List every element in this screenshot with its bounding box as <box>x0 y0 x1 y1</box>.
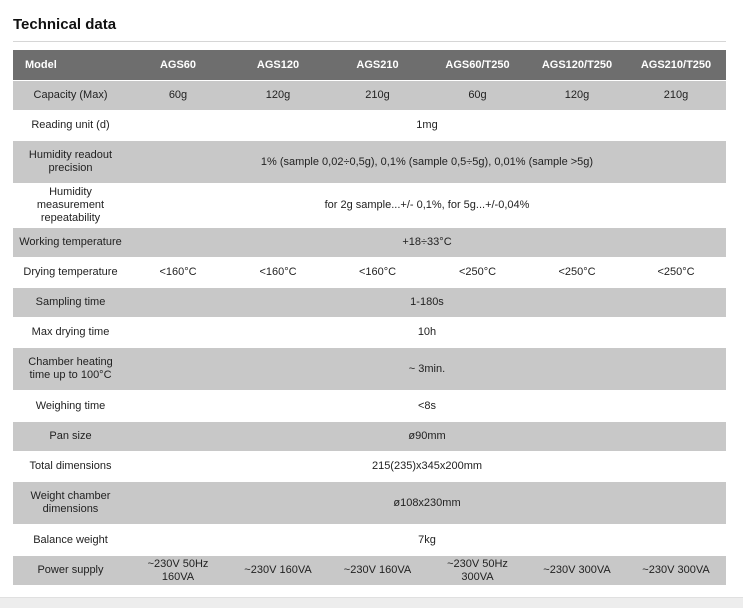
row-label: Weighing time <box>13 391 128 422</box>
table-cell: <250°C <box>626 258 726 288</box>
row-label: Total dimensions <box>13 452 128 482</box>
table-cell: 60g <box>128 81 228 111</box>
table-cell: ~230V 160VA <box>228 556 328 586</box>
header-ags60-t250: AGS60/T250 <box>427 50 528 81</box>
table-row <box>13 184 726 228</box>
title-divider <box>13 41 726 42</box>
table-cell: ~230V 300VA <box>528 556 626 586</box>
table-cell: 120g <box>228 81 328 111</box>
table-cell: <250°C <box>528 258 626 288</box>
table-cell: 1% (sample 0,02÷0,5g), 0,1% (sample 0,5÷5g), 0,01% (sample >5g) <box>128 141 726 184</box>
table-cell: 210g <box>328 81 427 111</box>
row-label: Sampling time <box>13 288 128 318</box>
header-ags120: AGS120 <box>228 50 328 81</box>
table-cell: 60g <box>427 81 528 111</box>
row-label: Max drying time <box>13 318 128 348</box>
table-row <box>13 288 726 318</box>
header-model: Model <box>13 50 128 81</box>
technical-data-table <box>13 50 726 586</box>
header-ags210: AGS210 <box>328 50 427 81</box>
table-row <box>13 258 726 288</box>
row-label: Working temperature <box>13 228 128 258</box>
row-label: Weight chamber dimensions <box>13 482 128 525</box>
table-cell: 1-180s <box>128 288 726 318</box>
table-row <box>13 556 726 586</box>
table-row <box>13 422 726 452</box>
table-cell: ~230V 300VA <box>626 556 726 586</box>
row-label: Balance weight <box>13 525 128 556</box>
row-label: Humidity readout precision <box>13 141 128 184</box>
table-row <box>13 318 726 348</box>
table-row <box>13 348 726 391</box>
table-row <box>13 391 726 422</box>
table-row <box>13 81 726 111</box>
row-label: Power supply <box>13 556 128 586</box>
table-cell: 210g <box>626 81 726 111</box>
row-label: Pan size <box>13 422 128 452</box>
table-row <box>13 111 726 141</box>
table-cell: <250°C <box>427 258 528 288</box>
row-label: Capacity (Max) <box>13 81 128 111</box>
table-row <box>13 228 726 258</box>
table-cell: <160°C <box>128 258 228 288</box>
header-ags210-t250: AGS210/T250 <box>626 50 726 81</box>
table-cell: <160°C <box>328 258 427 288</box>
table-cell: 215(235)x345x200mm <box>128 452 726 482</box>
table-cell: 120g <box>528 81 626 111</box>
table-cell: 7kg <box>128 525 726 556</box>
table-cell: ø90mm <box>128 422 726 452</box>
table-cell: 10h <box>128 318 726 348</box>
page-title: Technical data <box>13 16 117 33</box>
table-cell: ~230V 50Hz 160VA <box>128 556 228 586</box>
table-cell: ~ 3min. <box>128 348 726 391</box>
page-footer-strip <box>0 597 743 608</box>
table-cell: ~230V 50Hz 300VA <box>427 556 528 586</box>
table-cell: 1mg <box>128 111 726 141</box>
table-row <box>13 141 726 184</box>
table-header-row <box>13 50 726 81</box>
row-label: Reading unit (d) <box>13 111 128 141</box>
header-ags120-t250: AGS120/T250 <box>528 50 626 81</box>
table-cell: ~230V 160VA <box>328 556 427 586</box>
table-cell: for 2g sample...+/- 0,1%, for 5g...+/-0,04% <box>128 184 726 228</box>
row-label: Chamber heating time up to 100°C <box>13 348 128 391</box>
table-cell: <160°C <box>228 258 328 288</box>
table-row <box>13 482 726 525</box>
table-row <box>13 525 726 556</box>
row-label: Humidity measurement repeatability <box>13 184 128 228</box>
row-label: Drying temperature <box>13 258 128 288</box>
table-cell: +18÷33°C <box>128 228 726 258</box>
table-row <box>13 452 726 482</box>
table-cell: ø108x230mm <box>128 482 726 525</box>
header-ags60: AGS60 <box>128 50 228 81</box>
table-cell: <8s <box>128 391 726 422</box>
